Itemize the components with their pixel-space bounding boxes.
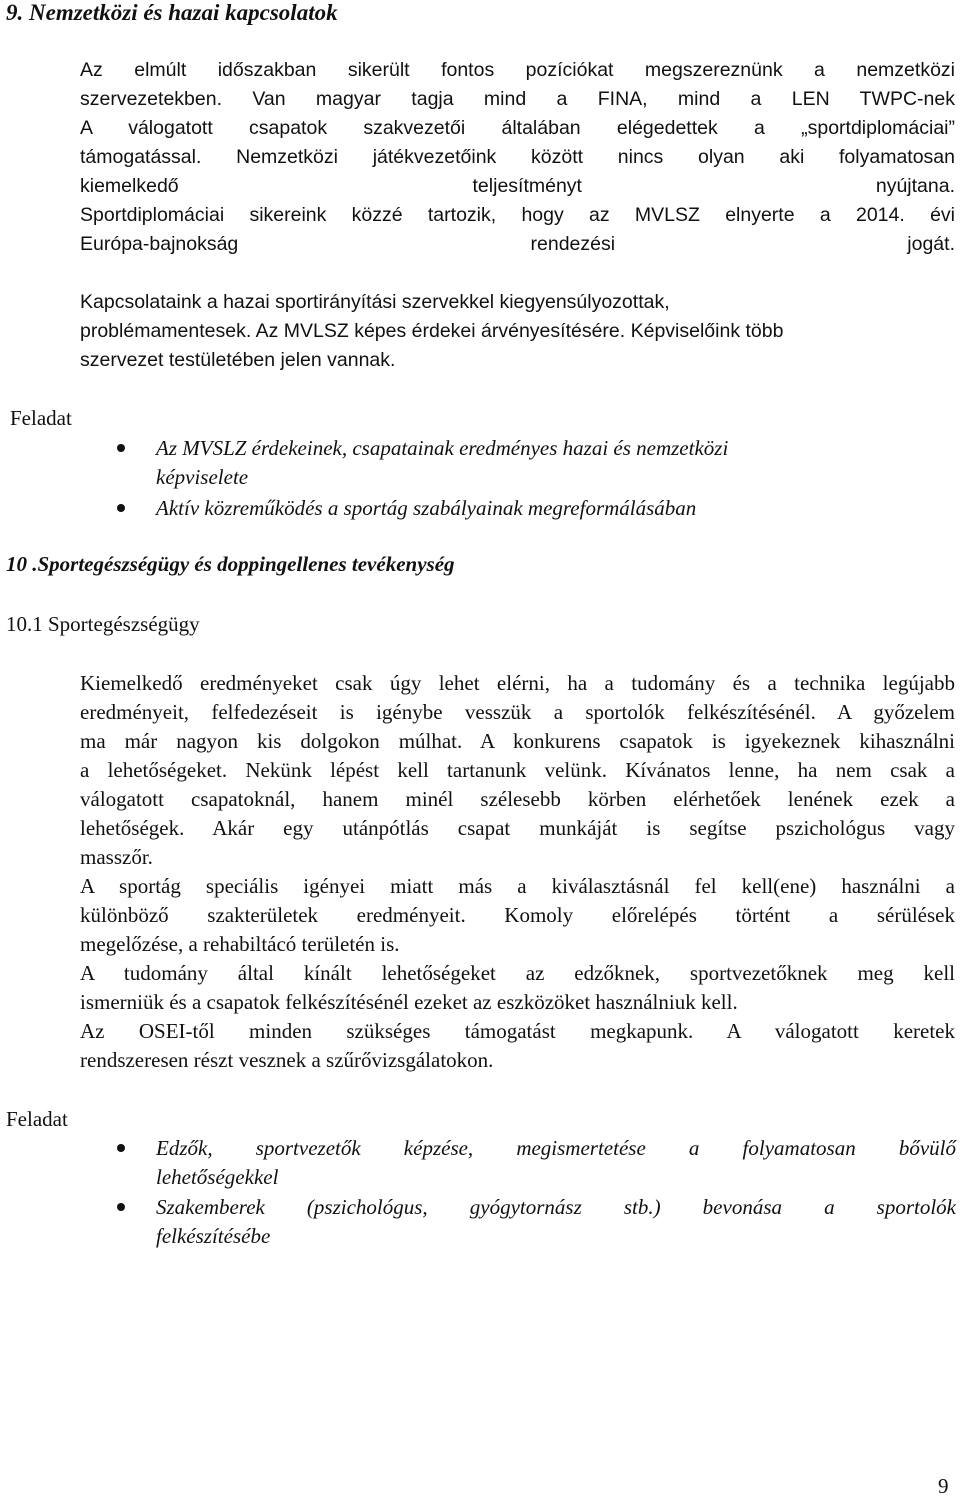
text-line: kiemelkedő teljesítményt nyújtana. (80, 175, 955, 197)
text-line: A válogatott csapatok szakvezetői általában elégedettek a „sportdiplomáciai” (80, 117, 955, 139)
text-line: rendszeresen részt vesznek a szűrővizsgálatokon. (80, 1048, 494, 1072)
text-line: Edzők, sportvezetők képzése, megismertetése a folyamatosan bővülő (156, 1136, 956, 1160)
text-line: válogatott csapatoknál, hanem minél szélesebb körben elérhetőek lenének ezek a (80, 787, 955, 811)
bullet-marker (117, 1203, 125, 1211)
text-line: eredményeit, felfedezéseit is igénybe vesszük a sportolók felkészítésénél. A győzelem (80, 700, 955, 724)
task-bullet-item (156, 494, 936, 523)
text-line: Az MVSLZ érdekeinek, csapatainak eredményes hazai és nemzetközi (156, 436, 729, 460)
paragraph-domestic-relations (80, 288, 940, 375)
text-line: szervezetekben. Van magyar tagja mind a FINA, mind a LEN TWPC-nek (80, 88, 955, 110)
text-line: Sportdiplomáciai sikereink közzé tartozik, hogy az MVLSZ elnyerte a 2014. évi (80, 204, 955, 226)
text-line: problémamentesek. Az MVLSZ képes érdekei árvényesítésére. Képviselőink több (80, 320, 784, 342)
section-9-title: 9. Nemzetközi és hazai kapcsolatok (6, 0, 338, 25)
text-line: Az OSEI-től minden szükséges támogatást megkapunk. A válogatott keretek (80, 1019, 955, 1043)
bullet-marker (117, 1144, 125, 1152)
text-line: Szakemberek (pszichológus, gyógytornász stb.) bevonása a sportolók (156, 1195, 956, 1219)
text-line: különböző szakterületek eredményeit. Komoly előrelépés történt a sérülések (80, 903, 955, 927)
text-line: támogatással. Nemzetközi játékvezetőink között nincs olyan aki folyamatosan (80, 146, 955, 168)
text-line: felkészítésébe (156, 1224, 271, 1248)
section-10-title: 10 .Sportegészségügy és doppingellenes tevékenység (6, 552, 455, 576)
text-line: ismerniük és a csapatok felkészítésénél ezeket az eszközöket használniuk kell. (80, 990, 738, 1014)
task-bullet-item (156, 434, 936, 492)
paragraph-sports-health (80, 669, 955, 1075)
bullet-marker (117, 444, 125, 452)
text-line: Az elmúlt időszakban sikerült fontos pozíciókat megszereznünk a nemzetközi (80, 59, 955, 81)
text-line: megelőzése, a rehabiltácó területén is. (80, 932, 400, 956)
text-line: ma már nagyon kis dolgokon múlhat. A konkurens csapatok is igyekeznek kihasználni (80, 729, 955, 753)
task-bullet-item (156, 1134, 956, 1192)
bullet-marker (117, 504, 125, 512)
text-line: A tudomány által kínált lehetőségeket az edzőknek, sportvezetőknek meg kell (80, 961, 955, 985)
task-label: Feladat (10, 406, 72, 430)
task-bullet-item (156, 1193, 956, 1251)
text-line: lehetőségekkel (156, 1165, 279, 1189)
text-line: képviselete (156, 465, 249, 489)
subsection-title: 10.1 Sportegészségügy (6, 612, 200, 636)
text-line: lehetőségek. Akár egy utánpótlás csapat munkáját is segítse pszichológus vagy (80, 816, 955, 840)
text-line: Aktív közreműködés a sportág szabályainak megreformálásában (156, 496, 697, 520)
paragraph-international-relations (80, 56, 955, 259)
text-line: szervezet testületében jelen vannak. (80, 349, 396, 371)
text-line: A sportág speciális igényei miatt más a kiválasztásnál fel kell(ene) használni a (80, 874, 955, 898)
text-line: masszőr. (80, 845, 153, 869)
text-line: Kapcsolataink a hazai sportirányítási szervekkel kiegyensúlyozottak, (80, 291, 670, 313)
task-label: Feladat (6, 1107, 68, 1131)
page-number: 9 (938, 1474, 949, 1498)
text-line: Európa-bajnokság rendezési jogát. (80, 233, 955, 255)
text-line: Kiemelkedő eredményeket csak úgy lehet elérni, ha a tudomány és a technika legújabb (80, 671, 955, 695)
text-line: a lehetőségeket. Nekünk lépést kell tartanunk velünk. Kívánatos lenne, ha nem csak a (80, 758, 955, 782)
